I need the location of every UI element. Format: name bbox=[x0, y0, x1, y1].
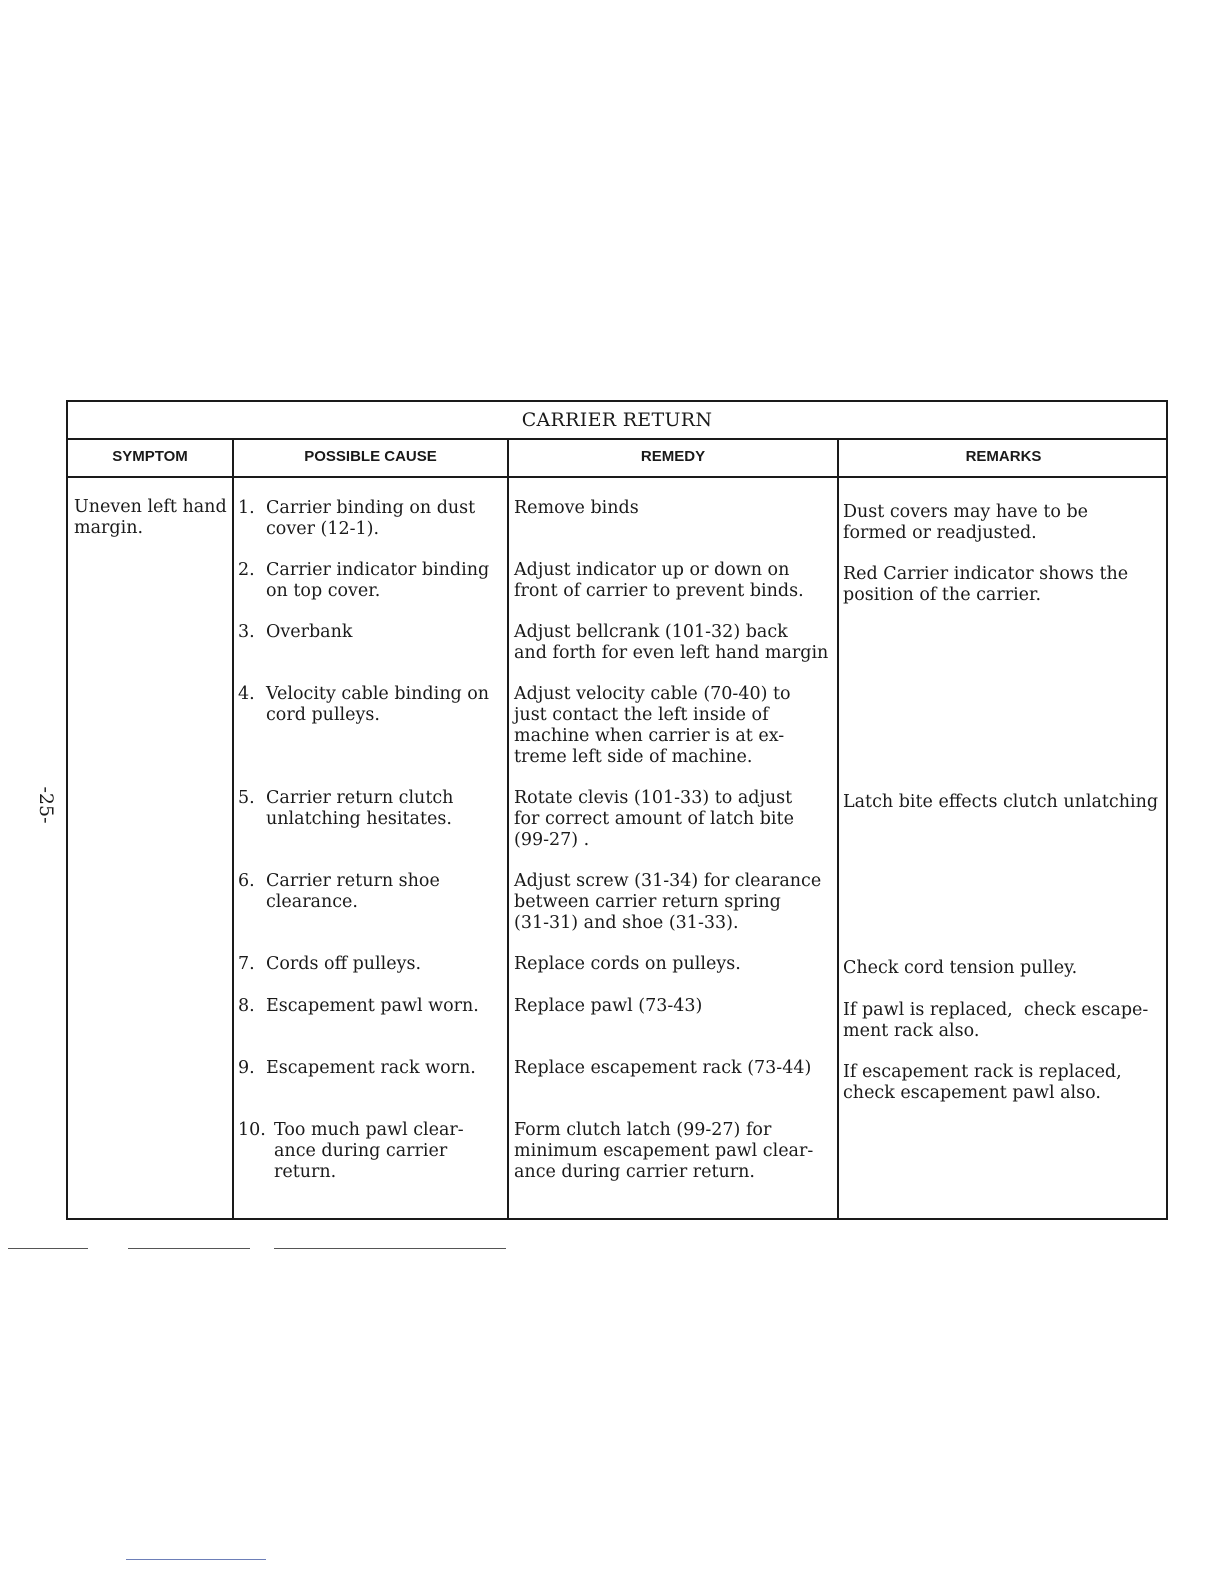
cause-cell bbox=[238, 871, 440, 912]
cause-cell bbox=[238, 788, 454, 829]
cause-text: Carrier return shoe clearance. bbox=[266, 871, 440, 912]
cause-text: Escapement rack worn. bbox=[266, 1058, 476, 1078]
cause-cell bbox=[238, 622, 353, 643]
cause-cell bbox=[238, 996, 479, 1017]
troubleshooting-table bbox=[66, 400, 1168, 1220]
remarks-cell: If pawl is replaced, check escape- ment rack also. bbox=[843, 1000, 1149, 1041]
header-row bbox=[68, 438, 1166, 478]
remedy-cell: Replace cords on pulleys. bbox=[514, 954, 741, 974]
header-symptom: SYMPTOM bbox=[112, 448, 188, 465]
cause-cell bbox=[238, 560, 490, 601]
cause-number: 4. bbox=[238, 684, 255, 704]
remedy-cell: Adjust indicator up or down on front of carrier to prevent binds. bbox=[514, 560, 804, 601]
symptom-cell: Uneven left hand margin. bbox=[74, 497, 227, 538]
remarks-cell: If escapement rack is replaced, check escapement pawl also. bbox=[843, 1062, 1122, 1103]
table-body bbox=[68, 438, 1166, 1218]
cause-text: Carrier binding on dust cover (12-1). bbox=[266, 498, 476, 539]
remarks-cell: Latch bite effects clutch unlatching bbox=[843, 792, 1159, 812]
column-divider bbox=[507, 438, 509, 1218]
table-title: CARRIER RETURN bbox=[68, 402, 1166, 440]
header-remedy: REMEDY bbox=[640, 448, 706, 465]
page-number: -25- bbox=[35, 786, 57, 824]
cause-number: 10. bbox=[238, 1120, 266, 1140]
remarks-cell: Red Carrier indicator shows the position of the carrier. bbox=[843, 564, 1129, 605]
cause-cell bbox=[238, 684, 490, 725]
cause-cell bbox=[238, 498, 476, 539]
cause-number: 5. bbox=[238, 788, 255, 808]
column-divider bbox=[837, 438, 839, 1218]
header-possible-cause: POSSIBLE CAUSE bbox=[304, 448, 437, 465]
cause-number: 9. bbox=[238, 1058, 255, 1078]
cause-text: Escapement pawl worn. bbox=[266, 996, 479, 1016]
cause-text: Too much pawl clear- ance during carrier return. bbox=[274, 1120, 464, 1182]
cause-cell bbox=[238, 954, 422, 975]
remedy-cell: Replace escapement rack (73-44) bbox=[514, 1058, 812, 1078]
remedy-cell: Rotate clevis (101-33) to adjust for correct amount of latch bite (99-27) . bbox=[514, 788, 794, 850]
column-divider bbox=[232, 438, 234, 1218]
cause-number: 7. bbox=[238, 954, 255, 974]
cause-number: 8. bbox=[238, 996, 255, 1016]
cause-number: 6. bbox=[238, 871, 255, 891]
cause-cell bbox=[238, 1120, 464, 1182]
cause-text: Carrier indicator binding on top cover. bbox=[266, 560, 490, 601]
cause-text: Carrier return clutch unlatching hesitates. bbox=[266, 788, 454, 829]
remedy-cell: Adjust bellcrank (101-32) back and forth for even left hand margin bbox=[514, 622, 829, 663]
remedy-cell: Form clutch latch (99-27) for minimum escapement pawl clear- ance during carrier return. bbox=[514, 1120, 814, 1182]
scan-rule bbox=[126, 1559, 266, 1560]
cause-text: Velocity cable binding on cord pulleys. bbox=[266, 684, 490, 725]
remarks-cell: Check cord tension pulley. bbox=[843, 958, 1078, 978]
remedy-cell: Adjust screw (31-34) for clearance between carrier return spring (31-31) and shoe (31-33). bbox=[514, 871, 822, 933]
cause-text: Overbank bbox=[266, 622, 353, 642]
cause-number: 2. bbox=[238, 560, 255, 580]
cause-cell bbox=[238, 1058, 476, 1079]
scan-rule bbox=[274, 1248, 506, 1249]
remedy-cell: Replace pawl (73-43) bbox=[514, 996, 703, 1016]
remedy-cell: Remove binds bbox=[514, 498, 639, 518]
cause-text: Cords off pulleys. bbox=[266, 954, 422, 974]
remarks-cell: Dust covers may have to be formed or readjusted. bbox=[843, 502, 1089, 543]
cause-number: 1. bbox=[238, 498, 255, 518]
scan-rule bbox=[128, 1248, 250, 1249]
cause-number: 3. bbox=[238, 622, 255, 642]
remedy-cell: Adjust velocity cable (70-40) to just contact the left inside of machine when carrier is at ex- treme left side of machine. bbox=[514, 684, 791, 767]
header-remarks: REMARKS bbox=[965, 448, 1042, 465]
scan-rule bbox=[8, 1248, 88, 1249]
